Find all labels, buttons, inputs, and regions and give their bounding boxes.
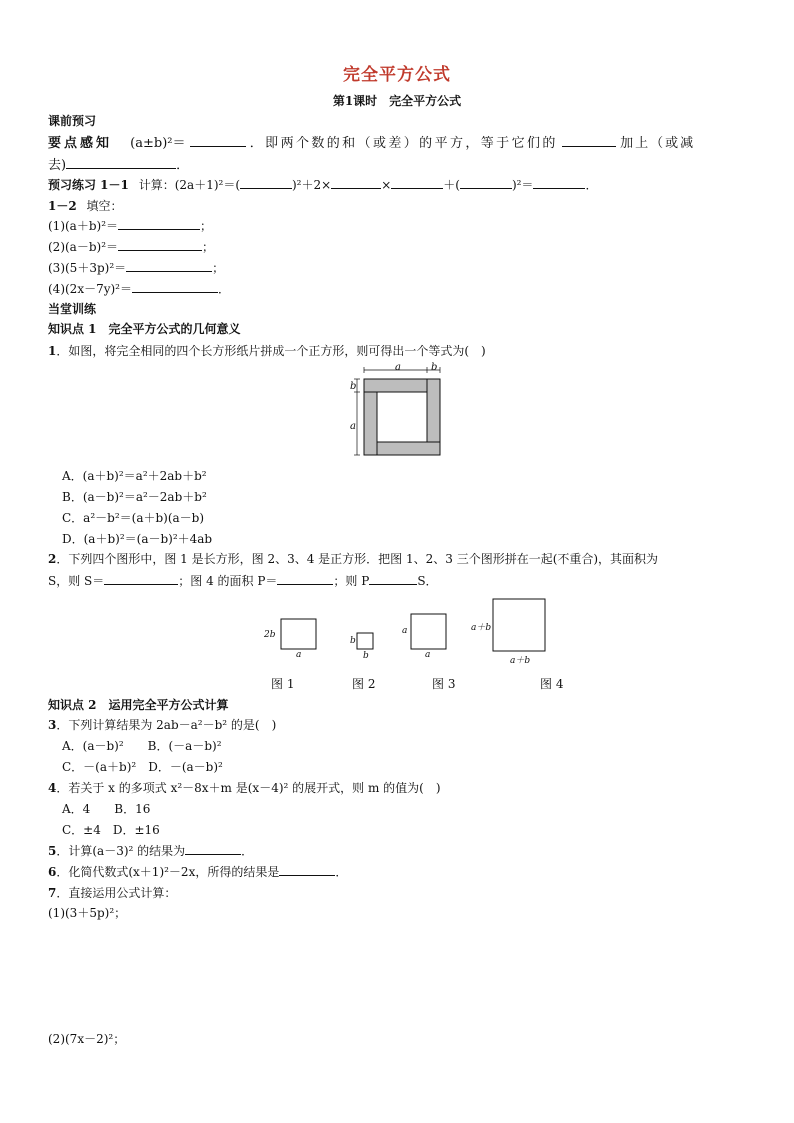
option-a[interactable]: A．(a＋b)²＝a²＋2ab＋b² (62, 469, 207, 483)
question-2-text: S． (417, 574, 438, 588)
option-c[interactable]: C．a²－b²＝(a＋b)(a－b) (62, 511, 205, 525)
question-7-stem: ．直接运用公式计算： (56, 886, 177, 900)
key-points-label: 要点感知 (48, 136, 113, 151)
section-heading-preview: 课前预习 (48, 114, 97, 128)
answer-blank[interactable] (279, 864, 335, 876)
section-heading-classwork: 当堂训练 (48, 302, 97, 316)
question-1-stem: ．如图，将完全相同的四个长方形纸片拼成一个正方形，则可得出一个等式为( ) (56, 344, 486, 358)
question-number: 3 (48, 718, 57, 732)
fig4-bottom-label: a＋b (510, 656, 531, 666)
practice-1-1-text: 计算：(2a＋1)²＝( (138, 178, 240, 192)
key-points-text-c: 加上（或减 (620, 136, 696, 151)
fill-item (48, 239, 214, 255)
fig4-caption: 图 4 (540, 677, 564, 691)
question-7 (48, 885, 176, 901)
question-3-options-row2[interactable]: C．－(a＋b)² D．－(a－b)² (62, 760, 223, 774)
question-2-text: S，则 S＝ (48, 574, 105, 588)
answer-blank[interactable] (126, 260, 212, 272)
question-3 (48, 717, 276, 733)
question-number: 4 (48, 781, 57, 795)
practice-1-1-text: ． (585, 178, 598, 192)
fill-item (48, 281, 230, 297)
practice-1-1-text: )²＋2× (292, 178, 332, 192)
option-d[interactable]: D．(a＋b)²＝(a－b)²＋4ab (62, 532, 213, 546)
answer-blank[interactable] (118, 218, 200, 230)
question-5 (48, 843, 253, 859)
page-title: 完全平方公式 (343, 65, 451, 85)
answer-blank[interactable] (132, 281, 218, 293)
fig4-square (493, 599, 545, 651)
question-4 (48, 780, 441, 796)
question-number: 5 (48, 844, 57, 858)
option-b[interactable]: B．(a－b)²＝a²－2ab＋b² (62, 490, 207, 504)
fig3-side-label: a (402, 626, 408, 636)
question-5-text: ． (241, 844, 254, 858)
answer-blank[interactable] (104, 573, 178, 585)
answer-blank[interactable] (460, 177, 512, 189)
fig4-side-label: a＋b (471, 623, 492, 633)
fig3-bottom-label: a (425, 650, 431, 660)
practice-1-1-label: 预习练习 1－1 (48, 178, 129, 192)
practice-1-2 (48, 198, 123, 214)
four-rectangles-figure (344, 364, 444, 460)
fill-item-text: (4)(2x－7y)²＝ (48, 282, 132, 296)
answer-blank[interactable] (185, 843, 241, 855)
fill-item (48, 218, 212, 234)
practice-1-1-text: )²＝ (511, 178, 534, 192)
answer-blank[interactable] (391, 177, 443, 189)
fill-item-text: (1)(a＋b)²＝ (48, 219, 119, 233)
question-number: 2 (48, 552, 57, 566)
fig1-rectangle (281, 619, 316, 649)
question-4-stem: ．若关于 x 的多项式 x²－8x＋m 是(x－4)² 的展开式，则 m 的值为( ) (56, 781, 441, 795)
practice-1-1-text: × (381, 178, 392, 192)
fig3-caption: 图 3 (432, 677, 456, 691)
question-1 (48, 343, 486, 359)
question-number: 7 (48, 886, 57, 900)
question-5-text: ．计算(a－3)² 的结果为 (56, 844, 186, 858)
question-4-options-row2[interactable]: C．±4 D．±16 (62, 823, 160, 837)
question-6 (48, 864, 347, 880)
question-6-text: ． (335, 865, 348, 879)
key-points-text-b: ．即两个数的和（或差）的平方，等于它们的 (249, 136, 558, 151)
fill-item (48, 260, 224, 276)
answer-blank[interactable] (562, 135, 616, 147)
fill-item-end: ； (212, 261, 225, 275)
fill-item-text: (3)(5＋3p)²＝ (48, 261, 127, 275)
practice-1-2-label: 1－2 (48, 199, 77, 213)
knowledge-point-2: 知识点 2 运用完全平方公式计算 (48, 698, 229, 712)
answer-blank[interactable] (277, 573, 333, 585)
answer-blank[interactable] (331, 177, 381, 189)
practice-1-1-text: ＋( (443, 178, 460, 192)
answer-blank[interactable] (533, 177, 585, 189)
fig1-side-label: 2b (264, 630, 276, 640)
fig1-label-a-top: a (395, 362, 401, 373)
question-number: 1 (48, 344, 57, 358)
fill-item-text: (2)(a－b)²＝ (48, 240, 119, 254)
fill-item-end: ； (202, 240, 215, 254)
fig3-square (411, 614, 446, 649)
practice-1-2-text: 填空： (86, 199, 123, 213)
fig1-label-b-top: b (431, 362, 438, 373)
question-number: 6 (48, 865, 57, 879)
key-points-line1 (48, 135, 695, 152)
fill-item-end: ； (200, 219, 213, 233)
key-points-text-a: (a±b)²＝ (130, 136, 186, 151)
question-6-text: ．化简代数式(x＋1)²－2x，所得的结果是 (56, 865, 280, 879)
question-7-item-1: (1)(3＋5p)²； (48, 906, 127, 920)
fig1-bottom-label: a (296, 650, 302, 660)
question-3-options-row1[interactable]: A．(a－b)² B．(－a－b)² (62, 739, 222, 753)
question-2-text: ；则 P (333, 574, 370, 588)
answer-blank[interactable] (66, 157, 176, 169)
fig2-bottom-label: b (363, 651, 369, 661)
fig2-side-label: b (350, 636, 356, 646)
answer-blank[interactable] (118, 239, 202, 251)
key-points-line2 (48, 157, 189, 174)
answer-blank[interactable] (190, 135, 246, 147)
question-2-text: ；图 4 的面积 P＝ (178, 574, 278, 588)
question-7-item-2: (2)(7x－2)²； (48, 1032, 126, 1046)
question-2-stem: ．下列四个图形中，图 1 是长方形，图 2、3、4 是正方形．把图 1、2、3 三个图形拼在一起(不重合)，其面积为 (56, 552, 659, 566)
fill-item-end: ． (218, 282, 231, 296)
key-points-text-d: 去) (48, 158, 67, 173)
lesson-subtitle: 第1课时 完全平方公式 (332, 94, 462, 108)
question-4-options-row1[interactable]: A．4 B．16 (62, 802, 151, 816)
question-2-line1 (48, 551, 658, 567)
question-2-line2 (48, 573, 438, 589)
key-points-text-e: ． (176, 158, 190, 173)
fig1-caption: 图 1 (271, 677, 295, 691)
answer-blank[interactable] (240, 177, 292, 189)
fig1-label-b-left: b (350, 381, 357, 392)
fig2-caption: 图 2 (352, 677, 376, 691)
fig1-label-a-left: a (350, 421, 356, 432)
practice-1-1 (48, 177, 597, 193)
fig2-square (357, 633, 373, 649)
knowledge-point-1: 知识点 1 完全平方公式的几何意义 (48, 322, 241, 336)
answer-blank[interactable] (369, 573, 417, 585)
question-3-stem: ．下列计算结果为 2ab－a²－b² 的是( ) (56, 718, 277, 732)
